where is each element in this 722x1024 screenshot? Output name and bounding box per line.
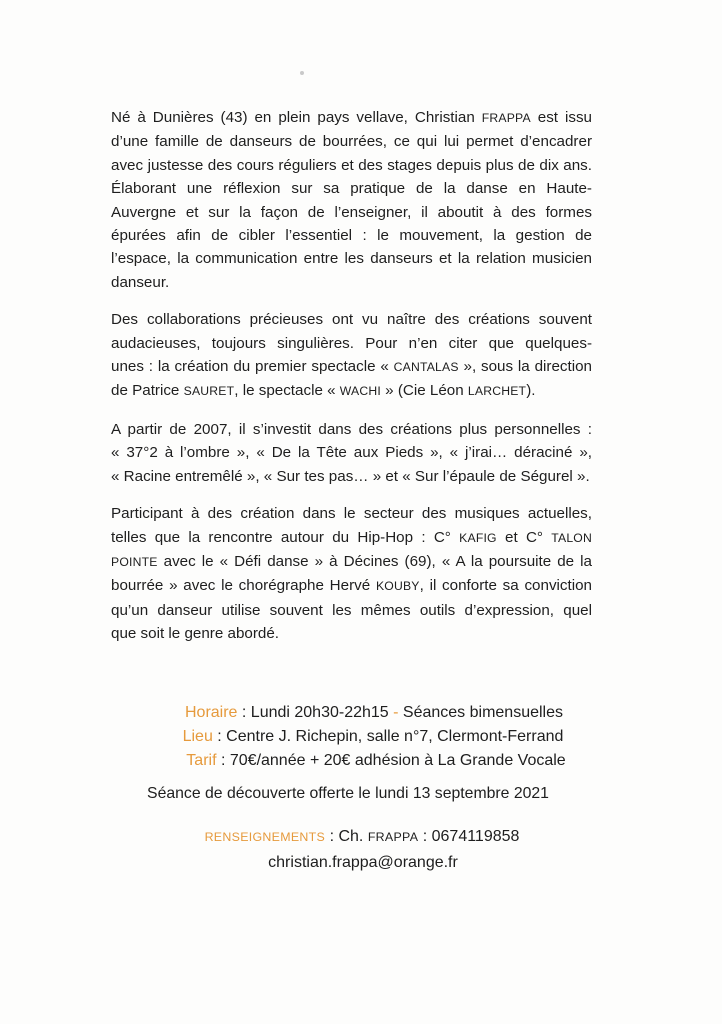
text-line	[111, 130, 592, 153]
text-line	[111, 355, 592, 379]
horaire-label: Horaire	[184, 704, 238, 721]
tarif-value: : 70€/année + 20€ adhésion à La Grande Vocale	[216, 752, 566, 769]
text-line	[111, 332, 592, 355]
name-small-caps: CANTALAS	[393, 360, 459, 375]
horaire-separator: -	[393, 704, 399, 721]
text-run: l’espace, la communication entre les danseurs et la relation musicien	[111, 250, 592, 268]
name-small-caps: FRAPPA	[481, 111, 531, 125]
text-run: d’une famille de danseurs de bourrées, ce qui lui permet d’encadrer	[111, 133, 592, 151]
contact-name: FRAPPA	[367, 830, 419, 844]
bio-paragraph-3	[111, 418, 592, 488]
text-run: ).	[526, 382, 536, 400]
bio-paragraph-1	[111, 106, 592, 294]
text-run: Des collaborations précieuses ont vu naître des créations souvent	[111, 311, 592, 329]
text-run: , le spectacle «	[234, 382, 340, 400]
text-run: danseur.	[111, 273, 170, 291]
name-small-caps: WACHI	[339, 384, 381, 399]
text-line	[111, 154, 592, 177]
text-run: qu’un danseur utilise souvent les mêmes outils d’expression, quel	[111, 601, 592, 619]
text-line	[111, 599, 592, 622]
horaire-extra: Séances bimensuelles	[398, 704, 564, 721]
text-run: avec le « Défi danse » à Décines (69), « A la poursuite de la	[157, 552, 592, 570]
text-run: « Racine entremêlé », « Sur tes pas… » et « Sur l’épaule de Ségurel ».	[111, 467, 590, 485]
info-seance-decouverte: Séance de découverte offerte le lundi 13 septembre 2021	[147, 785, 549, 802]
text-run: Auvergne et sur la façon de l’enseigner, il aboutit à des formes	[111, 203, 592, 221]
info-horaire	[13, 701, 722, 725]
text-run: de Patrice	[111, 382, 184, 400]
bio-paragraph-4	[111, 502, 592, 645]
name-small-caps: POINTE	[111, 554, 158, 569]
text-run: Né à Dunières (43) en plein pays vellave, Christian	[111, 109, 482, 126]
text-run: telles que la rencontre autour du Hip-Hop : C°	[111, 528, 460, 546]
text-line	[111, 441, 592, 464]
text-line	[111, 379, 592, 403]
name-small-caps: SAURET	[183, 384, 235, 399]
text-line	[111, 201, 592, 224]
text-line	[111, 465, 592, 488]
name-small-caps: KOUBY	[375, 579, 420, 594]
horaire-value: : Lundi 20h30-22h15	[237, 704, 394, 721]
lieu-label: Lieu	[182, 728, 213, 745]
text-run: A partir de 2007, il s’investit dans des créations plus personnelles :	[111, 420, 592, 438]
biography-text	[111, 106, 592, 660]
text-run: , il conforte sa conviction	[419, 577, 592, 595]
text-line	[111, 247, 592, 270]
info-tarif	[15, 749, 722, 773]
text-run: unes : la création du premier spectacle «	[111, 358, 394, 376]
lieu-value: : Centre J. Richepin, salle n°7, Clermont-Ferrand	[212, 728, 564, 745]
name-small-caps: LARCHET	[467, 384, 527, 399]
text-run: avec justesse des cours réguliers et des stages depuis plus de dix ans.	[111, 156, 592, 174]
contact-phone: : 0674119858	[418, 828, 520, 845]
text-line	[111, 550, 592, 574]
text-run: audacieuses, toujours singulières. Pour n’en citer que quelques-	[111, 334, 592, 352]
text-line	[111, 574, 592, 598]
text-line	[111, 308, 592, 331]
text-run: bourrée » avec le chorégraphe Hervé	[111, 577, 376, 595]
text-line	[111, 106, 592, 130]
text-line	[111, 502, 592, 525]
contact-label: RENSEIGNEMENTS	[204, 830, 326, 844]
scan-speck	[300, 71, 304, 75]
text-run: est issu	[530, 109, 592, 126]
text-run: que soit le genre abordé.	[111, 625, 280, 643]
text-run: Participant à des création dans le secteur des musiques actuelles,	[111, 505, 592, 523]
name-small-caps: TALON	[551, 530, 592, 545]
bio-paragraph-2	[111, 308, 592, 404]
text-run: Élaborant une réflexion sur sa pratique de la danse en Haute-	[111, 180, 592, 198]
text-run: » (Cie Léon	[380, 382, 468, 400]
name-small-caps: KAFIG	[459, 530, 497, 545]
text-line	[111, 622, 592, 645]
info-lieu	[12, 725, 722, 749]
contact-line	[1, 825, 722, 849]
contact-email[interactable]: christian.frappa@orange.fr	[268, 854, 458, 871]
text-run: épurées afin de cibler l’essentiel : le mouvement, la gestion de	[111, 227, 592, 245]
tarif-label: Tarif	[186, 752, 217, 769]
text-line	[111, 177, 592, 200]
text-run: », sous la direction	[458, 358, 592, 376]
text-line	[111, 224, 592, 247]
text-line	[111, 526, 592, 550]
text-line	[111, 418, 592, 441]
text-run: « 37°2 à l’ombre », « De la Tête aux Pieds », « j’irai… déraciné »,	[111, 444, 592, 462]
contact-prefix: : Ch.	[325, 828, 368, 845]
text-line	[111, 271, 592, 294]
text-run: et C°	[496, 528, 552, 546]
